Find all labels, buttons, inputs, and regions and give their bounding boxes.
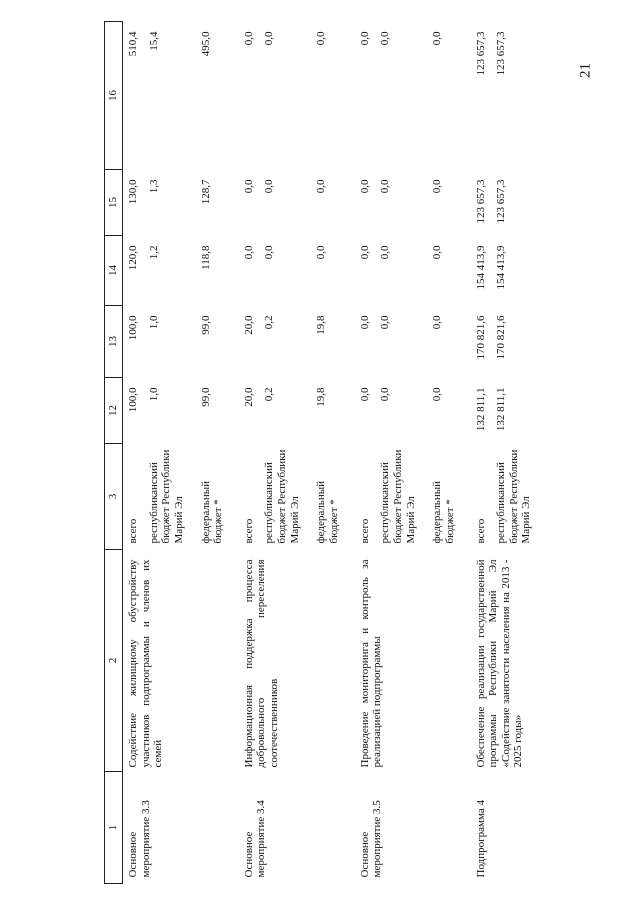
table-row xyxy=(345,22,376,884)
value-cell: 154 413,9 xyxy=(474,245,487,290)
col-header-3: 3 xyxy=(105,444,123,550)
col-header-13: 13 xyxy=(105,306,123,378)
value-cell: 154 413,9 xyxy=(495,245,508,290)
value-cell: 0,0 xyxy=(358,315,371,330)
col-header-15: 15 xyxy=(105,170,123,236)
col-header-12: 12 xyxy=(105,378,123,444)
value-cell: 120,0 xyxy=(127,245,139,271)
page-number xyxy=(576,54,596,84)
value-cell: 0,0 xyxy=(431,31,444,46)
value-cell: 0,0 xyxy=(379,315,392,330)
value-cell: 495,0 xyxy=(199,31,212,57)
budget-table xyxy=(104,21,537,884)
value-cell: 0,2 xyxy=(263,315,276,330)
activity-name: Проведение мониторинга и контроль за реализацией подпрограммы xyxy=(358,559,384,768)
funding-source: республиканский бюджет Республики Марий Эл xyxy=(147,449,185,544)
value-cell: 0,0 xyxy=(315,179,328,194)
value-cell: 0,0 xyxy=(431,387,444,402)
funding-source: федеральный бюджет * xyxy=(315,481,341,544)
col-header-2: 2 xyxy=(105,550,123,772)
value-cell: 0,0 xyxy=(263,179,276,194)
value-cell: 0,0 xyxy=(263,31,276,46)
value-cell: 170 821,6 xyxy=(495,315,508,360)
value-cell: 0,0 xyxy=(242,31,255,46)
value-cell: 20,0 xyxy=(242,315,255,335)
value-cell: 0,0 xyxy=(315,245,328,260)
value-cell: 99,0 xyxy=(199,387,212,407)
col-header-14: 14 xyxy=(105,236,123,306)
header-row xyxy=(105,22,123,884)
col-header-1: 1 xyxy=(105,772,123,884)
value-cell: 19,8 xyxy=(315,387,328,407)
activity-code: Основное мероприятие 3.4 xyxy=(242,800,268,878)
col-header-16: 16 xyxy=(105,22,123,170)
value-cell: 0,0 xyxy=(242,245,255,260)
activity-code: Основное мероприятие 3.3 xyxy=(127,800,152,878)
activity-code: Подпрограмма 4 xyxy=(474,800,487,878)
value-cell: 170 821,6 xyxy=(474,315,487,360)
value-cell: 0,0 xyxy=(379,179,392,194)
funding-source: всего xyxy=(242,518,255,544)
activity-name: Содействие жилищному обустройству участников подпрограммы и членов их семей xyxy=(127,559,165,768)
funding-source: всего xyxy=(474,518,487,544)
table-row xyxy=(229,22,260,884)
value-cell: 0,0 xyxy=(358,387,371,402)
table-row xyxy=(123,22,144,884)
value-cell: 0,0 xyxy=(263,245,276,260)
value-cell: 1,3 xyxy=(147,179,160,194)
value-cell: 15,4 xyxy=(147,31,160,51)
activity-name: Информационная поддержка процесса добровольного переселения соотечественников xyxy=(242,559,281,768)
budget-table-container xyxy=(104,22,562,884)
value-cell: 0,0 xyxy=(431,245,444,260)
value-cell: 0,0 xyxy=(242,179,255,194)
value-cell: 1,2 xyxy=(147,245,160,260)
value-cell: 0,0 xyxy=(358,245,371,260)
table-row xyxy=(461,22,492,884)
page-number-text: 21 xyxy=(577,63,594,78)
value-cell: 20,0 xyxy=(242,387,255,407)
value-cell: 132 811,1 xyxy=(474,387,487,432)
value-cell: 99,0 xyxy=(199,315,212,335)
funding-source: республиканский бюджет Республики Марий Эл xyxy=(263,449,301,544)
value-cell: 100,0 xyxy=(127,387,139,413)
value-cell: 0,0 xyxy=(379,387,392,402)
value-cell: 0,0 xyxy=(358,31,371,46)
value-cell: 0,0 xyxy=(431,315,444,330)
value-cell: 1,0 xyxy=(147,315,160,330)
funding-source: республиканский бюджет Республики Марий Эл xyxy=(495,449,533,544)
value-cell: 123 657,3 xyxy=(474,179,487,224)
value-cell: 0,0 xyxy=(379,31,392,46)
value-cell: 19,8 xyxy=(315,315,328,335)
funding-source: федеральный бюджет * xyxy=(199,481,225,544)
value-cell: 118,8 xyxy=(199,245,212,270)
value-cell: 0,2 xyxy=(263,387,276,402)
value-cell: 0,0 xyxy=(379,245,392,260)
value-cell: 1,0 xyxy=(147,387,160,402)
activity-name: Обеспечение реализации государственной программы Республики Марий Эл «Содействие занятости населения на 2013 - 2025 годы» xyxy=(474,559,525,768)
value-cell: 0,0 xyxy=(315,31,328,46)
value-cell: 132 811,1 xyxy=(495,387,508,432)
value-cell: 128,7 xyxy=(199,179,212,205)
funding-source: республиканский бюджет Республики Марий Эл xyxy=(379,449,417,544)
activity-code: Основное мероприятие 3.5 xyxy=(358,800,384,878)
value-cell: 510,4 xyxy=(127,31,139,57)
value-cell: 123 657,3 xyxy=(474,31,487,76)
value-cell: 130,0 xyxy=(127,179,139,205)
value-cell: 0,0 xyxy=(358,179,371,194)
value-cell: 0,0 xyxy=(431,179,444,194)
funding-source: всего xyxy=(127,518,139,544)
value-cell: 123 657,3 xyxy=(495,31,508,76)
value-cell: 123 657,3 xyxy=(495,179,508,224)
value-cell: 100,0 xyxy=(127,315,139,341)
funding-source: всего xyxy=(358,518,371,544)
funding-source: федеральный бюджет * xyxy=(431,481,456,544)
